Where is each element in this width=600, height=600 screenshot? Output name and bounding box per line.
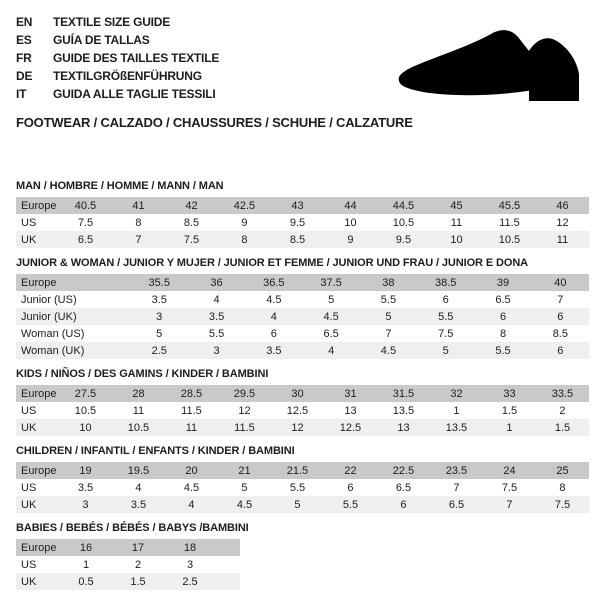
row-label: UK (16, 573, 60, 590)
size-cell: 4 (165, 496, 218, 513)
row-label: Europe (16, 462, 59, 479)
size-cell: 29.5 (218, 385, 271, 402)
size-cell: 5 (360, 308, 417, 325)
size-cell: 1.5 (536, 419, 589, 436)
size-cell: 3.5 (245, 342, 302, 359)
size-cell: 4.5 (266, 293, 282, 306)
section-title-children: CHILDREN / INFANTIL / ENFANTS / KINDER / BAMBINI (16, 445, 295, 457)
size-cell: 8 (499, 327, 507, 340)
language-label: GUIDA ALLE TAGLIE TESSILI (53, 87, 216, 101)
size-cell: 9.5 (289, 216, 306, 229)
size-cell: 5 (271, 496, 324, 513)
size-cell: 3.5 (151, 293, 167, 306)
size-cell: 40.5 (59, 197, 112, 214)
size-cell: 12.5 (286, 404, 309, 417)
size-cell: 42 (165, 197, 218, 214)
size-cell: 13.5 (430, 419, 483, 436)
size-table-junior-woman (16, 274, 589, 359)
table-row (16, 342, 589, 359)
table-row (16, 197, 589, 214)
size-cell: 5.5 (417, 308, 474, 325)
row-label: Europe (16, 274, 131, 291)
size-cell: 22.5 (377, 462, 430, 479)
size-cell: 2.5 (164, 573, 216, 590)
size-cell: 6 (347, 481, 354, 494)
size-cell: 7 (453, 481, 460, 494)
size-cell: 7 (483, 496, 536, 513)
size-cell: 38.5 (417, 274, 474, 291)
table-row (16, 231, 589, 248)
size-cell: 9 (241, 216, 248, 229)
size-cell: 11 (165, 419, 218, 436)
section-title-kids: KIDS / NIÑOS / DES GAMINS / KINDER / BAMBINI (16, 368, 269, 380)
table-row (16, 539, 240, 556)
size-cell: 12.5 (324, 419, 377, 436)
row-label: US (21, 216, 37, 229)
size-cell: 11.5 (499, 216, 520, 229)
size-cell: 7.5 (77, 216, 94, 229)
size-cell: 27.5 (59, 385, 112, 402)
size-cell: 39 (474, 274, 531, 291)
size-cell: 7 (557, 293, 564, 306)
size-cell: 32 (430, 385, 483, 402)
table-row (16, 496, 589, 513)
size-table-babies (16, 539, 240, 590)
table-row (16, 419, 589, 436)
size-cell: 8.5 (552, 327, 568, 340)
size-cell: 11.5 (218, 419, 271, 436)
size-cell: 8.5 (183, 216, 200, 229)
size-cell: 5 (417, 342, 474, 359)
table-row (16, 573, 240, 590)
dress-shoe-icon (393, 26, 580, 101)
size-cell: 1.5 (501, 404, 518, 417)
size-cell: 19 (59, 462, 112, 479)
language-code: DE (16, 69, 33, 83)
size-cell: 7.5 (501, 481, 518, 494)
row-label: Europe (16, 385, 59, 402)
size-section-babies (16, 522, 589, 590)
dress-shoe-body (399, 30, 579, 95)
size-cell: 5.5 (474, 342, 531, 359)
table-row (16, 385, 589, 402)
section-title-babies: BABIES / BEBÉS / BÉBÉS / BABYS /BAMBINI (16, 522, 249, 534)
size-cell: 10.5 (392, 216, 415, 229)
size-cell: 3 (188, 342, 245, 359)
size-cell: 6 (474, 308, 531, 325)
size-cell: 1 (483, 419, 536, 436)
size-cell: 25 (536, 462, 589, 479)
language-code: ES (16, 33, 32, 47)
size-cell: 11.5 (181, 404, 202, 417)
size-cell: 4.5 (360, 342, 417, 359)
table-row (16, 402, 589, 419)
size-section-junior-woman (16, 257, 589, 359)
size-cell: 44.5 (377, 197, 430, 214)
row-label: UK (16, 231, 59, 248)
size-cell: 13 (344, 404, 357, 417)
size-cell: 20 (165, 462, 218, 479)
size-cell: 41 (112, 197, 165, 214)
size-cell: 23.5 (430, 462, 483, 479)
size-cell: 19.5 (112, 462, 165, 479)
size-cell: 22 (324, 462, 377, 479)
size-cell: 6 (532, 342, 589, 359)
size-cell: 13 (377, 419, 430, 436)
size-cell: 6.5 (430, 496, 483, 513)
table-row (16, 462, 589, 479)
size-cell: 4 (213, 293, 220, 306)
size-cell: 31.5 (377, 385, 430, 402)
language-label: GUIDE DES TAILLES TEXTILE (53, 51, 220, 65)
size-table-kids (16, 385, 589, 436)
size-cell: 7 (385, 327, 392, 340)
size-cell: 4 (245, 308, 302, 325)
row-label: Woman (UK) (16, 342, 131, 359)
size-cell: 5 (241, 481, 248, 494)
size-cell: 42.5 (218, 197, 271, 214)
size-cell: 24 (483, 462, 536, 479)
size-cell: 9 (324, 231, 377, 248)
size-cell: 17 (112, 539, 164, 556)
size-table-children (16, 462, 589, 513)
size-cell: 10.5 (74, 404, 97, 417)
size-cell: 13.5 (392, 404, 415, 417)
size-cell: 3.5 (112, 496, 165, 513)
size-cell: 1 (82, 558, 90, 571)
size-section-children (16, 445, 589, 513)
size-cell: 30 (271, 385, 324, 402)
size-cell: 4 (135, 481, 142, 494)
size-cell: 4.5 (302, 308, 359, 325)
size-cell: 38 (360, 274, 417, 291)
size-cell: 6.5 (59, 231, 112, 248)
size-cell: 2.5 (131, 342, 188, 359)
row-label: Junior (UK) (16, 308, 131, 325)
dress-shoe-heel (529, 89, 579, 101)
size-cell: 18 (164, 539, 216, 556)
size-cell: 4.5 (183, 481, 200, 494)
row-label: Europe (16, 197, 59, 214)
size-cell: 2 (134, 558, 142, 571)
size-cell: 7.5 (536, 496, 589, 513)
size-section-man (16, 180, 589, 248)
row-label: US (21, 481, 37, 494)
language-label: TEXTILE SIZE GUIDE (53, 15, 171, 29)
size-cell: 11 (132, 404, 145, 417)
size-cell: 12 (271, 419, 324, 436)
language-label: TEXTILGRÖßENFÜHRUNG (53, 69, 202, 83)
size-cell: 8 (559, 481, 566, 494)
size-cell: 6 (377, 496, 430, 513)
filler-cell (216, 573, 240, 590)
size-cell: 12 (238, 404, 251, 417)
size-cell: 8 (135, 216, 142, 229)
filler-cell (216, 539, 240, 556)
size-cell: 2 (559, 404, 566, 417)
size-cell: 0.5 (60, 573, 112, 590)
size-section-kids (16, 368, 589, 436)
size-cell: 1 (453, 404, 460, 417)
size-cell: 5.5 (380, 293, 397, 306)
size-cell: 36 (188, 274, 245, 291)
size-cell: 11 (536, 231, 589, 248)
size-cell: 5.5 (289, 481, 306, 494)
size-cell: 33 (483, 385, 536, 402)
size-cell: 5 (156, 327, 163, 340)
language-code: IT (16, 87, 27, 101)
size-cell: 45.5 (483, 197, 536, 214)
size-cell: 31 (324, 385, 377, 402)
size-cell: 21.5 (271, 462, 324, 479)
table-row (16, 325, 589, 342)
size-cell: 6.5 (495, 293, 511, 306)
size-cell: 1.5 (112, 573, 164, 590)
size-cell: 10.5 (483, 231, 536, 248)
table-row (16, 214, 589, 231)
size-cell: 35.5 (131, 274, 188, 291)
size-cell: 6.5 (323, 327, 339, 340)
size-cell: 12 (556, 216, 569, 229)
table-row (16, 274, 589, 291)
size-cell: 21 (218, 462, 271, 479)
size-cell: 7.5 (438, 327, 454, 340)
size-cell: 3 (186, 558, 194, 571)
size-cell: 4.5 (218, 496, 271, 513)
table-row (16, 479, 589, 496)
size-cell: 5.5 (324, 496, 377, 513)
size-cell: 40 (532, 274, 589, 291)
size-cell: 6 (442, 293, 449, 306)
size-table-man (16, 197, 589, 248)
size-cell: 33.5 (536, 385, 589, 402)
size-cell: 16 (60, 539, 112, 556)
size-cell: 5 (328, 293, 335, 306)
row-label: US (21, 404, 37, 417)
category-heading: FOOTWEAR / CALZADO / CHAUSSURES / SCHUHE / CALZATURE (16, 115, 413, 130)
table-row (16, 308, 589, 325)
size-cell: 3 (59, 496, 112, 513)
size-cell: 44 (324, 197, 377, 214)
size-cell: 10 (430, 231, 483, 248)
size-cell: 5.5 (208, 327, 225, 340)
size-cell: 28.5 (165, 385, 218, 402)
size-cell: 6 (270, 327, 277, 340)
section-title-junior-woman: JUNIOR & WOMAN / JUNIOR Y MUJER / JUNIOR ET FEMME / JUNIOR UND FRAU / JUNIOR E DONA (16, 257, 529, 269)
size-cell: 46 (536, 197, 589, 214)
language-code: EN (16, 15, 33, 29)
row-label: US (21, 558, 37, 571)
row-label: UK (16, 496, 59, 513)
language-label: GUÍA DE TALLAS (53, 33, 150, 47)
size-cell: 3 (131, 308, 188, 325)
size-cell: 9.5 (377, 231, 430, 248)
size-cell: 10.5 (112, 419, 165, 436)
filler-cell (216, 556, 240, 573)
size-cell: 4 (302, 342, 359, 359)
size-cell: 8.5 (271, 231, 324, 248)
row-label: Woman (US) (21, 327, 85, 340)
size-cell: 3.5 (188, 308, 245, 325)
size-cell: 43 (271, 197, 324, 214)
size-cell: 10 (59, 419, 112, 436)
table-row (16, 291, 589, 308)
row-label: Junior (US) (21, 293, 77, 306)
size-cell: 45 (430, 197, 483, 214)
row-label: UK (16, 419, 59, 436)
size-cell: 10 (344, 216, 357, 229)
size-cell: 28 (112, 385, 165, 402)
size-cell: 8 (218, 231, 271, 248)
size-cell: 3.5 (77, 481, 94, 494)
size-cell: 6.5 (395, 481, 412, 494)
row-label: Europe (16, 539, 60, 556)
section-title-man: MAN / HOMBRE / HOMME / MANN / MAN (16, 180, 224, 192)
size-cell: 7 (112, 231, 165, 248)
size-cell: 6 (532, 308, 589, 325)
table-row (16, 556, 240, 573)
size-cell: 11 (450, 216, 463, 229)
size-cell: 36.5 (245, 274, 302, 291)
size-cell: 37.5 (302, 274, 359, 291)
size-cell: 7.5 (165, 231, 218, 248)
language-code: FR (16, 51, 32, 65)
size-tables (16, 180, 589, 590)
